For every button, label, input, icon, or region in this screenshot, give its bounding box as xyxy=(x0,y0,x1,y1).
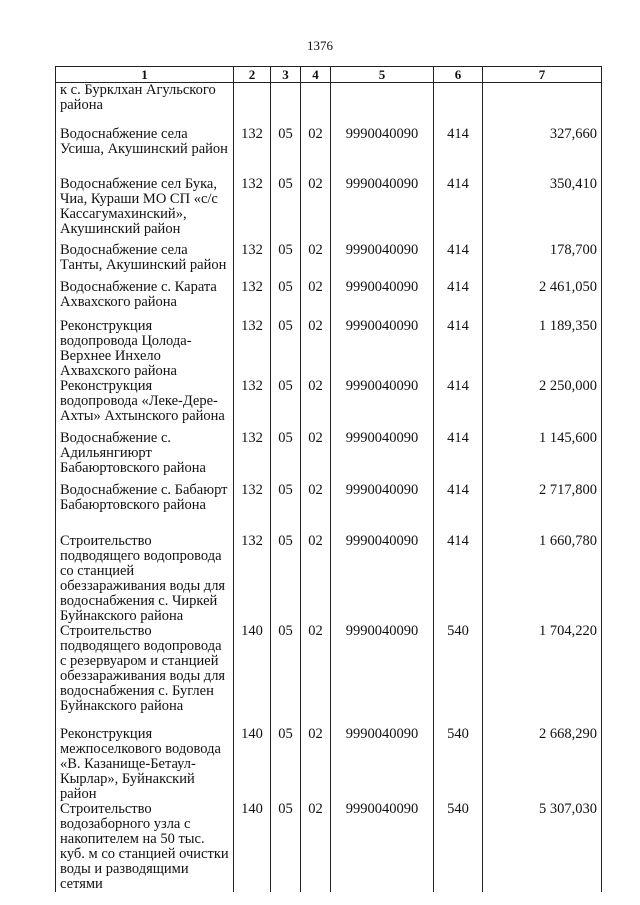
table-row xyxy=(56,483,602,534)
row-col-5: 9990040090 xyxy=(331,177,434,243)
row-col-5: 9990040090 xyxy=(331,534,434,624)
table-row xyxy=(56,280,602,319)
row-name: Водоснабжение сел Бука, Чиа, Кураши МО СП «с/с Кассагумахинский», Акушинский район xyxy=(56,177,234,243)
row-col-4: 02 xyxy=(301,127,331,177)
row-col-4: 02 xyxy=(301,280,331,319)
header-col-6: 6 xyxy=(434,67,483,83)
row-col-7: 1 660,780 xyxy=(483,534,602,624)
row-name: Водоснабжение с. Карата Ахвахского района xyxy=(56,280,234,319)
row-col-4: 02 xyxy=(301,624,331,727)
header-col-5: 5 xyxy=(331,67,434,83)
row-col-7: 327,660 xyxy=(483,127,602,177)
table-row xyxy=(56,802,602,892)
row-col-3: 05 xyxy=(271,727,301,802)
row-col-5: 9990040090 xyxy=(331,127,434,177)
row-col-6: 414 xyxy=(434,280,483,319)
row-col-2: 140 xyxy=(234,624,271,727)
row-col-6: 540 xyxy=(434,624,483,727)
table-row xyxy=(56,727,602,802)
row-name: Водоснабжение села Усиша, Акушинский район xyxy=(56,127,234,177)
row-col-4: 02 xyxy=(301,243,331,280)
row-col-2: 132 xyxy=(234,534,271,624)
row-col-7: 2 668,290 xyxy=(483,727,602,802)
row-col-4 xyxy=(301,83,331,127)
row-name: Строительство водозаборного узла с накопителем на 50 тыс. куб. м со станцией очистки воды и разводящими сетями xyxy=(56,802,234,892)
header-col-2: 2 xyxy=(234,67,271,83)
row-col-6: 414 xyxy=(434,127,483,177)
row-col-2 xyxy=(234,83,271,127)
row-col-3: 05 xyxy=(271,243,301,280)
row-col-6: 414 xyxy=(434,243,483,280)
row-col-2: 132 xyxy=(234,319,271,379)
table-row xyxy=(56,177,602,243)
row-col-3: 05 xyxy=(271,431,301,483)
row-col-7: 1 189,350 xyxy=(483,319,602,379)
row-col-6: 414 xyxy=(434,319,483,379)
row-col-4: 02 xyxy=(301,483,331,534)
row-col-2: 132 xyxy=(234,379,271,431)
row-col-7: 178,700 xyxy=(483,243,602,280)
row-col-4: 02 xyxy=(301,727,331,802)
header-row xyxy=(56,67,602,83)
row-col-3: 05 xyxy=(271,319,301,379)
row-name: Водоснабжение с. Бабаюрт Бабаюртовского района xyxy=(56,483,234,534)
table-row xyxy=(56,243,602,280)
row-col-5: 9990040090 xyxy=(331,431,434,483)
page-number: 1376 xyxy=(307,38,333,53)
row-col-4: 02 xyxy=(301,802,331,892)
row-col-2: 132 xyxy=(234,243,271,280)
table-row xyxy=(56,624,602,727)
row-col-5: 9990040090 xyxy=(331,243,434,280)
row-col-3: 05 xyxy=(271,280,301,319)
row-col-3: 05 xyxy=(271,624,301,727)
row-col-3 xyxy=(271,83,301,127)
row-col-6: 414 xyxy=(434,177,483,243)
row-col-5: 9990040090 xyxy=(331,624,434,727)
row-col-3: 05 xyxy=(271,534,301,624)
row-col-5: 9990040090 xyxy=(331,483,434,534)
table-row xyxy=(56,431,602,483)
row-name: Водоснабжение с. Адильянгиюрт Бабаюртовского района xyxy=(56,431,234,483)
row-col-4: 02 xyxy=(301,177,331,243)
row-col-5: 9990040090 xyxy=(331,379,434,431)
row-col-6: 540 xyxy=(434,727,483,802)
table-row xyxy=(56,83,602,127)
row-col-2: 140 xyxy=(234,802,271,892)
row-col-7: 1 145,600 xyxy=(483,431,602,483)
row-col-7 xyxy=(483,83,602,127)
row-col-2: 132 xyxy=(234,280,271,319)
row-col-2: 132 xyxy=(234,127,271,177)
row-col-6: 414 xyxy=(434,431,483,483)
row-col-7: 2 717,800 xyxy=(483,483,602,534)
row-name: Строительство подводящего водопровода со станцией обеззараживания воды для водоснабжения с. Чиркей Буйнакского района xyxy=(56,534,234,624)
row-col-4: 02 xyxy=(301,319,331,379)
row-name: Строительство подводящего водопровода с резервуаром и станцией обеззараживания воды для водоснабжения с. Буглен Буйнакского района xyxy=(56,624,234,727)
row-col-5: 9990040090 xyxy=(331,280,434,319)
row-col-6: 540 xyxy=(434,802,483,892)
row-col-5 xyxy=(331,83,434,127)
row-name: Реконструкция межпоселкового водовода «В. Казанище-Бетаул-Кырлар», Буйнакский район xyxy=(56,727,234,802)
table-row xyxy=(56,127,602,177)
header-col-3: 3 xyxy=(271,67,301,83)
row-name: к с. Бурклхан Агульского района xyxy=(56,83,234,127)
row-col-2: 132 xyxy=(234,177,271,243)
row-col-6: 414 xyxy=(434,483,483,534)
row-col-6 xyxy=(434,83,483,127)
row-col-5: 9990040090 xyxy=(331,319,434,379)
row-col-6: 414 xyxy=(434,534,483,624)
row-col-4: 02 xyxy=(301,379,331,431)
table-row xyxy=(56,379,602,431)
row-col-3: 05 xyxy=(271,177,301,243)
row-col-2: 140 xyxy=(234,727,271,802)
row-name: Реконструкция водопровода «Леке-Дере-Ахты» Ахтынского района xyxy=(56,379,234,431)
row-col-7: 2 461,050 xyxy=(483,280,602,319)
row-col-3: 05 xyxy=(271,802,301,892)
row-col-4: 02 xyxy=(301,431,331,483)
budget-table xyxy=(55,66,602,892)
header-col-4: 4 xyxy=(301,67,331,83)
row-name: Реконструкция водопровода Цолода-Верхнее Инхело Ахвахского района xyxy=(56,319,234,379)
header-col-1: 1 xyxy=(56,67,234,83)
row-col-2: 132 xyxy=(234,431,271,483)
row-name: Водоснабжение села Танты, Акушинский район xyxy=(56,243,234,280)
row-col-3: 05 xyxy=(271,379,301,431)
row-col-7: 2 250,000 xyxy=(483,379,602,431)
table-row xyxy=(56,319,602,379)
row-col-3: 05 xyxy=(271,483,301,534)
row-col-4: 02 xyxy=(301,534,331,624)
row-col-7: 5 307,030 xyxy=(483,802,602,892)
row-col-3: 05 xyxy=(271,127,301,177)
row-col-5: 9990040090 xyxy=(331,802,434,892)
row-col-2: 132 xyxy=(234,483,271,534)
row-col-6: 414 xyxy=(434,379,483,431)
header-col-7: 7 xyxy=(483,67,602,83)
row-col-7: 350,410 xyxy=(483,177,602,243)
row-col-5: 9990040090 xyxy=(331,727,434,802)
table-row xyxy=(56,534,602,624)
row-col-7: 1 704,220 xyxy=(483,624,602,727)
